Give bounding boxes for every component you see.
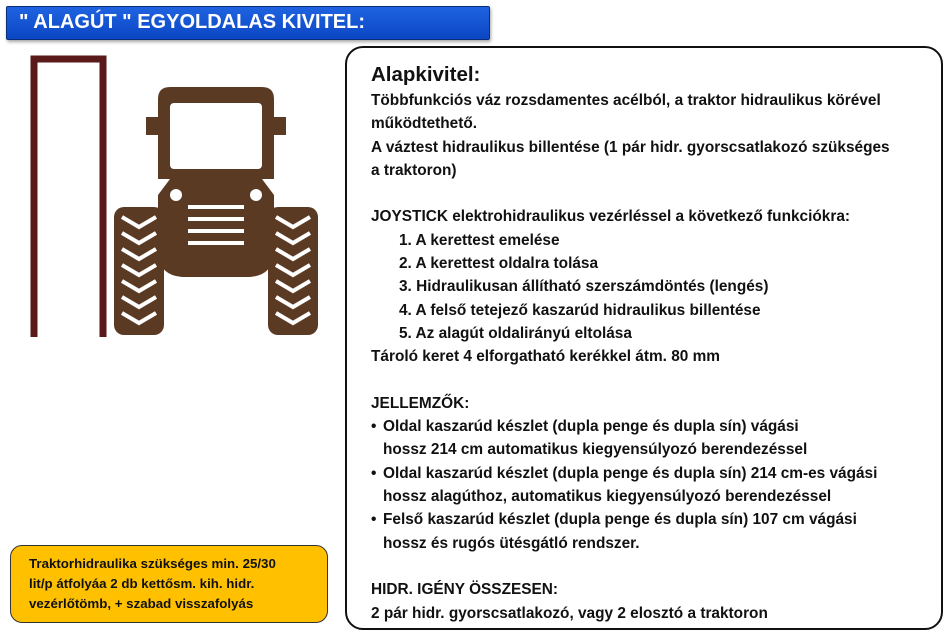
note-line: Traktorhidraulika szükséges min. 25/30	[29, 556, 276, 571]
features-heading: JELLEMZŐK:	[371, 394, 470, 412]
bullet-icon: •	[371, 511, 377, 529]
feature-line: Felső kaszarúd készlet (dupla penge és dupla sín) 107 cm vágási	[383, 511, 857, 529]
feature-line: Oldal kaszarúd készlet (dupla penge és dupla sín) vágási	[383, 418, 799, 436]
bullet-icon: •	[371, 418, 377, 436]
tractor-front-icon	[114, 87, 318, 335]
feature-item	[371, 415, 929, 462]
base-version-heading: Alapkivitel:	[371, 63, 481, 86]
feature-item	[371, 508, 929, 555]
hydraulic-requirement-note	[10, 545, 328, 623]
specification-box	[345, 46, 943, 630]
joystick-intro: JOYSTICK elektrohidraulikus vezérléssel a következő funkciókra:	[371, 208, 851, 226]
hydraulic-total-line: 2 pár hidr. gyorscsatlakozó, vagy 2 elosztó a traktoron	[371, 604, 768, 622]
base-line: a traktoron)	[371, 161, 457, 179]
storage-frame-line: Tároló keret 4 elforgatható kerékkel átm. 80 mm	[371, 348, 720, 366]
function-item: 3. Hidraulikusan állítható szerszámdöntés (lengés)	[399, 278, 769, 296]
spacer	[371, 182, 929, 205]
function-item: 2. A kerettest oldalra tolása	[399, 255, 599, 273]
note-line: vezérlőtömb, + szabad visszafolyás	[29, 596, 254, 611]
function-item: 1. A kerettest emelése	[399, 231, 560, 249]
spacer	[371, 369, 929, 392]
base-line: működtethető.	[371, 115, 478, 133]
base-line: A váztest hidraulikus billentése (1 pár hidr. gyorscsatlakozó szükséges	[371, 138, 890, 156]
feature-line: hossz és rugós ütésgátló rendszer.	[383, 534, 640, 552]
note-line: lit/p átfolyáa 2 db kettősm. kih. hidr.	[29, 576, 255, 591]
feature-line: hossz alagúthoz, automatikus kiegyensúlyozó berendezéssel	[383, 488, 832, 506]
spacer	[371, 555, 929, 578]
function-item: 5. Az alagút oldalirányú eltolása	[399, 324, 632, 342]
hydraulic-total-heading: HIDR. IGÉNY ÖSSZESEN:	[371, 581, 559, 599]
tractor-illustration	[30, 55, 330, 355]
tunnel-frame-icon	[34, 59, 103, 337]
feature-line: hossz 214 cm automatikus kiegyensúlyozó berendezéssel	[383, 441, 808, 459]
feature-item	[371, 462, 929, 509]
base-line: Többfunkciós váz rozsdamentes acélból, a traktor hidraulikus körével	[371, 92, 881, 109]
page-title: " ALAGÚT " EGYOLDALAS KIVITEL:	[6, 6, 490, 40]
function-item: 4. A felső tetejező kaszarúd hidraulikus billentése	[399, 301, 761, 319]
bullet-icon: •	[371, 464, 377, 482]
feature-line: Oldal kaszarúd készlet (dupla penge és dupla sín) 214 cm-es vágási	[383, 464, 878, 482]
